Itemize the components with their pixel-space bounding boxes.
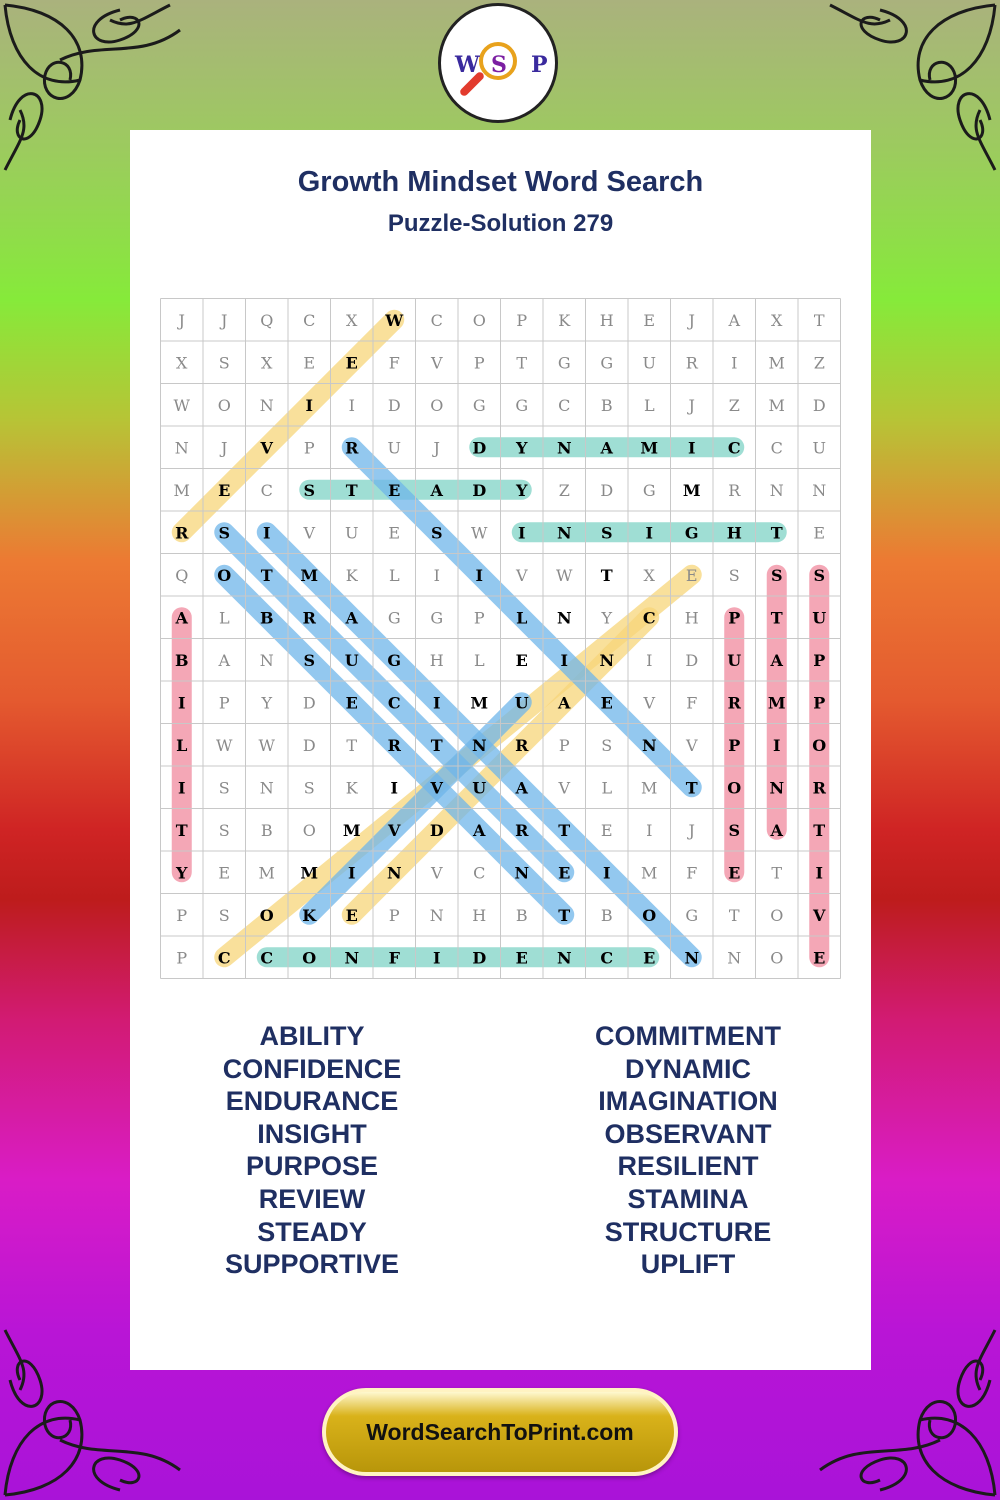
word-stamina: STAMINA — [627, 1183, 749, 1214]
grid-cell: X — [771, 310, 783, 330]
grid-cell: T — [770, 608, 783, 628]
grid-cell: V — [558, 778, 571, 798]
grid-cell: T — [516, 353, 528, 373]
grid-cell: S — [303, 778, 315, 798]
grid-cell: O — [472, 310, 486, 330]
grid-cell: M — [342, 820, 361, 840]
grid-cell: I — [646, 820, 653, 840]
grid-cell: G — [472, 395, 486, 415]
grid-cell: E — [218, 863, 231, 883]
grid-cell: X — [643, 565, 655, 585]
grid-cell: W — [556, 565, 573, 585]
grid-cell: A — [515, 778, 528, 798]
grid-cell: B — [600, 395, 613, 415]
grid-cell: P — [388, 905, 400, 925]
grid-cell: J — [688, 310, 695, 330]
grid-cell: P — [558, 735, 570, 755]
grid-cell: G — [684, 523, 699, 543]
grid-cell: C — [217, 948, 231, 968]
grid-cell: L — [601, 778, 613, 798]
grid-cell: V — [643, 693, 656, 713]
grid-cell: N — [174, 438, 189, 458]
word-steady: STEADY — [257, 1216, 367, 1247]
grid-cell: I — [178, 778, 186, 798]
grid-cell: J — [688, 820, 695, 840]
grid-cell: H — [684, 608, 699, 628]
grid-cell: M — [641, 778, 658, 798]
grid-cell: I — [433, 693, 441, 713]
grid-cell: G — [387, 650, 402, 670]
grid-cell: G — [642, 480, 656, 500]
grid-cell: D — [302, 735, 316, 755]
grid-cell: A — [770, 650, 783, 670]
grid-cell: O — [642, 905, 657, 925]
grid-cell: Y — [601, 608, 613, 628]
grid-cell: E — [558, 863, 571, 883]
grid-cell: F — [686, 693, 698, 713]
grid-cell: S — [728, 565, 740, 585]
grid-cell: V — [303, 523, 316, 543]
grid-cell: E — [813, 948, 826, 968]
logo-letter-s: S — [491, 52, 507, 78]
word-ability: ABILITY — [259, 1021, 365, 1051]
grid-cell: O — [259, 905, 274, 925]
grid-cell: I — [348, 395, 355, 415]
grid-cell: D — [302, 693, 316, 713]
grid-cell: S — [600, 523, 613, 543]
grid-cell: P — [176, 948, 188, 968]
grid-cell: D — [429, 820, 444, 840]
grid-cell: Q — [260, 310, 274, 330]
grid-cell: K — [345, 565, 358, 585]
grid-cell: E — [345, 693, 358, 713]
grid-cell: E — [600, 820, 613, 840]
grid-cell: H — [429, 650, 444, 670]
grid-cell: L — [473, 650, 485, 670]
word-dynamic: DYNAMIC — [625, 1053, 751, 1084]
grid-cell: R — [515, 820, 529, 840]
grid-cell: N — [684, 948, 700, 968]
grid-cell: L — [516, 608, 528, 628]
grid-cell: T — [728, 905, 740, 925]
grid-cell: L — [218, 608, 230, 628]
grid-cell: O — [217, 565, 232, 585]
grid-cell: U — [642, 353, 656, 373]
grid-cell: I — [348, 863, 356, 883]
word-review: REVIEW — [258, 1183, 366, 1214]
grid-cell: S — [813, 565, 826, 585]
grid-cell: H — [726, 523, 742, 543]
grid-cell: E — [643, 948, 656, 968]
grid-cell: N — [641, 735, 657, 755]
grid-cell: U — [727, 650, 742, 670]
word-imagination: IMAGINATION — [598, 1086, 778, 1117]
grid-cell: D — [685, 650, 699, 670]
grid-cell: S — [728, 820, 741, 840]
grid-cell: U — [812, 438, 826, 458]
grid-cell: G — [430, 608, 444, 628]
grid-cell: R — [515, 735, 529, 755]
grid-cell: C — [430, 310, 443, 330]
grid-cell: R — [728, 480, 741, 500]
grid-cell: P — [813, 693, 826, 713]
grid-cell: A — [218, 650, 231, 670]
grid-cell: G — [515, 395, 529, 415]
grid-cell: B — [259, 608, 274, 628]
grid-cell: G — [387, 608, 401, 628]
grid-cell: V — [813, 905, 826, 925]
grid-cell: A — [600, 438, 613, 458]
grid-cell: L — [176, 735, 188, 755]
grid-cell: D — [472, 480, 487, 500]
grid-cell: S — [218, 353, 230, 373]
grid-cell: S — [601, 735, 613, 755]
page-subtitle: Puzzle-Solution 279 — [387, 210, 614, 237]
grid-cell: L — [643, 395, 655, 415]
word-insight: INSIGHT — [257, 1118, 367, 1149]
grid-cell: R — [685, 353, 698, 373]
grid-cell: C — [600, 948, 614, 968]
grid-cell: T — [813, 820, 826, 840]
grid-cell: Y — [176, 863, 188, 883]
grid-cell: K — [558, 310, 571, 330]
grid-cell: M — [767, 693, 786, 713]
grid-cell: I — [731, 353, 738, 373]
grid-cell: S — [303, 650, 316, 670]
grid-cell: D — [472, 948, 487, 968]
grid-cell: E — [388, 523, 401, 543]
site-link-label: WordSearchToPrint.com — [366, 1418, 634, 1445]
grid-cell: P — [813, 650, 826, 670]
grid-cell: U — [514, 693, 529, 713]
word-search-grid — [160, 298, 841, 979]
grid-cell: W — [258, 735, 275, 755]
grid-cell: D — [812, 395, 826, 415]
grid-cell: N — [769, 778, 785, 798]
grid-cell: C — [642, 608, 656, 628]
grid-cell: D — [600, 480, 614, 500]
grid-cell: O — [812, 735, 827, 755]
grid-cell: N — [429, 905, 444, 925]
grid-cell: F — [686, 863, 698, 883]
grid-cell: I — [645, 523, 653, 543]
grid-cell: Z — [728, 395, 740, 415]
grid-cell: S — [218, 905, 230, 925]
grid-cell: W — [471, 523, 488, 543]
grid-cell: H — [599, 310, 614, 330]
grid-cell: N — [769, 480, 784, 500]
word-purpose: PURPOSE — [245, 1151, 379, 1182]
grid-cell: A — [473, 820, 486, 840]
grid-cell: S — [303, 480, 316, 500]
grid-cell: T — [558, 905, 571, 925]
grid-cell: W — [216, 735, 233, 755]
wsp-logo[interactable] — [438, 3, 558, 123]
grid-cell: R — [727, 693, 741, 713]
grid-cell: U — [387, 438, 401, 458]
grid-cell: A — [728, 310, 741, 330]
grid-cell: M — [173, 480, 190, 500]
grid-cell: P — [473, 608, 485, 628]
grid-cell: K — [345, 778, 358, 798]
grid-cell: Q — [175, 565, 189, 585]
grid-cell: X — [261, 353, 273, 373]
grid-cell: I — [688, 438, 696, 458]
word-supportive: SUPPORTIVE — [224, 1249, 400, 1280]
grid-cell: B — [260, 820, 273, 840]
grid-cell: Y — [516, 480, 528, 500]
grid-cell: C — [303, 310, 316, 330]
grid-cell: V — [388, 820, 401, 840]
grid-cell: E — [345, 353, 358, 373]
grid-cell: D — [387, 395, 401, 415]
grid-cell: G — [557, 353, 571, 373]
grid-cell: N — [556, 948, 572, 968]
grid-cell: T — [260, 565, 273, 585]
grid-cell: S — [770, 565, 783, 585]
word-commitment: COMMITMENT — [595, 1021, 781, 1051]
grid-cell: P — [176, 905, 188, 925]
grid-cell: N — [344, 948, 360, 968]
grid-cell: F — [388, 948, 400, 968]
grid-cell: M — [640, 438, 659, 458]
grid-cell: O — [770, 905, 784, 925]
grid-cell: O — [430, 395, 444, 415]
grid-cell: N — [471, 735, 487, 755]
grid-cell: P — [473, 353, 485, 373]
grid-cell: C — [260, 948, 274, 968]
grid-cell: W — [385, 310, 404, 330]
grid-cell: O — [217, 395, 231, 415]
grid-cell: U — [812, 608, 827, 628]
grid-cell: F — [388, 353, 400, 373]
grid-cell: T — [770, 523, 783, 543]
grid-cell: T — [346, 735, 358, 755]
grid-cell: N — [259, 778, 274, 798]
grid-cell: I — [263, 523, 271, 543]
grid-cell: V — [430, 778, 443, 798]
grid-cell: E — [515, 650, 528, 670]
grid-cell: N — [599, 650, 615, 670]
grid-cell: C — [558, 395, 571, 415]
word-endurance: ENDURANCE — [225, 1086, 399, 1117]
grid-cell: R — [175, 523, 189, 543]
grid-cell: Y — [516, 438, 528, 458]
grid-cell: T — [813, 310, 825, 330]
grid-cell: I — [178, 693, 186, 713]
grid-cell: R — [345, 438, 359, 458]
grid-cell: E — [728, 863, 741, 883]
grid-cell: A — [770, 820, 783, 840]
grid-cell: V — [515, 565, 528, 585]
grid-cell: V — [260, 438, 273, 458]
grid-cell: U — [344, 650, 359, 670]
grid-cell: N — [259, 395, 274, 415]
grid-cell: B — [174, 650, 189, 670]
grid-cell: T — [430, 735, 443, 755]
grid-cell: S — [430, 523, 443, 543]
grid-cell: I — [646, 650, 653, 670]
grid-cell: N — [259, 650, 274, 670]
word-list-right — [538, 1020, 838, 1281]
grid-cell: O — [727, 778, 742, 798]
grid-cell: P — [218, 693, 230, 713]
grid-cell: O — [302, 820, 316, 840]
grid-cell: I — [603, 863, 611, 883]
word-uplift: UPLIFT — [640, 1249, 736, 1280]
grid-cell: C — [387, 693, 401, 713]
grid-cell: I — [560, 650, 568, 670]
grid-cell: H — [472, 905, 487, 925]
grid-cell: J — [178, 310, 185, 330]
grid-cell: T — [345, 480, 358, 500]
grid-cell: W — [173, 395, 190, 415]
grid-cell: I — [518, 523, 526, 543]
grid-cell: Y — [261, 693, 273, 713]
grid-cell: C — [473, 863, 486, 883]
grid-cell: M — [300, 863, 319, 883]
grid-cell: E — [685, 565, 698, 585]
grid-cell: U — [345, 523, 359, 543]
page-title: Growth Mindset Word Search — [297, 166, 704, 198]
grid-cell: I — [390, 778, 398, 798]
grid-cell: D — [472, 438, 487, 458]
grid-cell: I — [305, 395, 313, 415]
grid-cell: T — [685, 778, 698, 798]
grid-cell: C — [770, 438, 783, 458]
grid-cell: C — [727, 438, 741, 458]
grid-cell: R — [302, 608, 316, 628]
grid-cell: E — [600, 693, 613, 713]
grid-cell: M — [258, 863, 275, 883]
grid-cell: V — [430, 863, 443, 883]
grid-cell: T — [175, 820, 188, 840]
word-confidence: CONFIDENCE — [222, 1053, 402, 1084]
grid-cell: G — [685, 905, 699, 925]
grid-cell: I — [433, 565, 440, 585]
grid-cell: A — [345, 608, 358, 628]
grid-cell: E — [813, 523, 826, 543]
grid-cell: J — [433, 438, 440, 458]
grid-cell: R — [387, 735, 401, 755]
grid-cell: A — [175, 608, 188, 628]
grid-cell: S — [218, 820, 230, 840]
grid-cell: B — [600, 905, 613, 925]
grid-cell: R — [812, 778, 826, 798]
grid-cell: N — [514, 863, 530, 883]
grid-cell: P — [728, 608, 741, 628]
grid-cell: V — [430, 353, 443, 373]
grid-cell: K — [302, 905, 317, 925]
grid-cell: X — [176, 353, 188, 373]
grid-cell: N — [386, 863, 402, 883]
logo-letter-w: W — [455, 52, 480, 78]
grid-cell: L — [388, 565, 400, 585]
grid-cell: T — [558, 820, 571, 840]
grid-cell: J — [688, 395, 695, 415]
grid-cell: A — [430, 480, 443, 500]
grid-cell: C — [260, 480, 273, 500]
grid-cell: G — [600, 353, 614, 373]
logo-letter-p: P — [531, 52, 548, 78]
grid-cell: J — [221, 438, 228, 458]
grid-cell: T — [600, 565, 613, 585]
grid-cell: E — [643, 310, 656, 330]
grid-cell: E — [388, 480, 401, 500]
grid-cell: S — [218, 523, 231, 543]
grid-cell: Z — [813, 353, 825, 373]
grid-cell: S — [218, 778, 230, 798]
grid-cell: E — [515, 948, 528, 968]
grid-cell: O — [770, 948, 784, 968]
word-structure: STRUCTURE — [604, 1216, 772, 1247]
grid-cell: B — [515, 905, 528, 925]
grid-cell: U — [472, 778, 487, 798]
grid-cell: P — [728, 735, 741, 755]
word-observant: OBSERVANT — [604, 1118, 772, 1149]
grid-cell: N — [727, 948, 742, 968]
grid-cell: A — [558, 693, 571, 713]
grid-cell: I — [773, 735, 781, 755]
grid-cell: M — [768, 353, 785, 373]
grid-cell: O — [302, 948, 317, 968]
word-list-left — [162, 1020, 462, 1281]
grid-cell: N — [556, 523, 572, 543]
grid-cell: P — [516, 310, 528, 330]
grid-cell: E — [303, 353, 316, 373]
grid-cell: N — [812, 480, 827, 500]
grid-cell: M — [768, 395, 785, 415]
grid-cell: I — [475, 565, 483, 585]
grid-cell: N — [556, 608, 572, 628]
grid-cell: N — [556, 438, 572, 458]
grid-cell: E — [218, 480, 231, 500]
grid-cell: I — [815, 863, 823, 883]
grid-cell: M — [682, 480, 701, 500]
grid-cell: I — [433, 948, 441, 968]
grid-cell: M — [300, 565, 319, 585]
grid-cell: M — [470, 693, 489, 713]
grid-cell: M — [641, 863, 658, 883]
grid-cell: P — [303, 438, 315, 458]
grid-cell: Z — [558, 480, 570, 500]
grid-cell: V — [685, 735, 698, 755]
grid-cell: J — [221, 310, 228, 330]
grid-cell: E — [345, 905, 358, 925]
grid-cell: X — [346, 310, 358, 330]
site-link-button[interactable] — [322, 1388, 678, 1476]
word-resilient: RESILIENT — [617, 1151, 759, 1182]
grid-cell: T — [771, 863, 783, 883]
